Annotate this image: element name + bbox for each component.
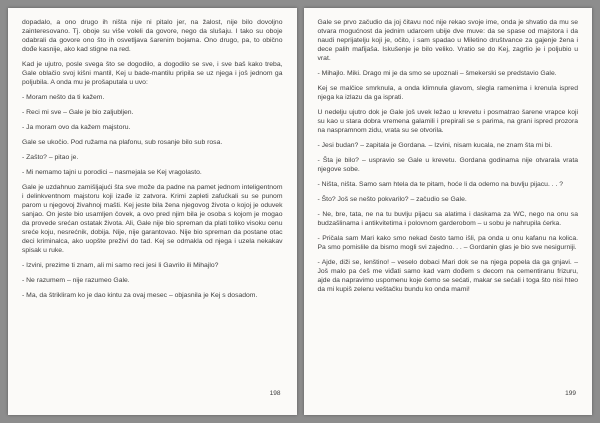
paragraph: - Mi nemamo tajni u porodici – nasmejala se Kej vragolasto.: [22, 169, 202, 176]
paragraph: - Jesi budan? – zapitala je Gordana. – Izvini, nisam kucala, ne znam šta mi bi.: [317, 142, 553, 149]
paragraph: - Šta je bilo? – uspravio se Gale u krevetu. Gordana godinama nije otvarala vrata njegove sobe.: [317, 157, 578, 173]
paragraph: U nedelju ujutro dok je Gale još uvek ležao u krevetu i posmatrao šarene vrapce koji su kao u stara dobra vremena galamili i prepirali se s parima, na grani ispred prozora na naspramnom zidu, vrata su se otvorila.: [317, 109, 578, 134]
page-right-number: 199: [565, 390, 576, 397]
page-left-text: [22, 18, 283, 300]
paragraph: Gale se prvo začudio da joj čitavu noć nije rekao svoje ime, onda je shvatio da mu se otvara mogućnost da jednim udarcem ubije dve muve: da se spase od majstora i da naudi neprijatelju koji je, očito, i sam spadao u Miletino društvance za gajenje žena i dece palih mafijaša. Iskušenje je bilo veliko. Vratio se do Kej, zagrlio je i poljubio u vrat.: [317, 19, 578, 62]
paragraph: dopadalo, a ono drugo ih ništa nije ni pitalo jer, na žalost, nije bilo dovoljno zainteresovano. Tj. oboje su više voleli da govore, nego da slušaju. I tako su oboje odabrali da govore ono što ih osvetljava šarenim bojama. Ono drugo, pa, to obično dođe kasnije, ako kad stigne na red.: [22, 19, 283, 53]
paragraph: - Izvini, prezime ti znam, ali mi samo reci jesi li Gavrilo ili Mihajlo?: [22, 262, 219, 269]
page-left: [8, 8, 297, 415]
page-right: [304, 8, 593, 415]
paragraph: Kad je ujutro, posle svega što se dogodilo, a dogodilo se sve, i sve baš kako treba, Gale oblačio svoj kišni mantil, Kej u bade-mantilu pripila se uz njega i još jednom ga poljubila. A onda mu je prošaputala u uvo:: [22, 61, 283, 86]
paragraph: - Moram nešto da ti kažem.: [22, 94, 105, 101]
paragraph: Gale se ukočio. Pod ružama na plafonu, sub rosanje bilo sub rosa.: [22, 139, 223, 146]
paragraph: - Zašto? – pitao je.: [22, 154, 79, 161]
paragraph: Gale je uzdahnuo zamišljajući šta sve može da padne na pamet jednom inteligentnom i delinkventnom majstoru koji izađe iz zatvora. Krimi zapleti zafućkali su se punom parom u njegovoj živahnoj mašti. Kej jeste bila žena njegovog života o kojoj je oduvek sanjao. On jeste bio usamljen čovek, a ovo pred njim bila je osoba s kojom je mogao da provede srećan ostatak života. Ali, Gale nije bio spreman da plati toliko visoku cenu sreće koju, nesrećnik, dobija. Nije, nije garantovao. Nije bio spreman da postane otac deci kriminalca, ako uopšte preživi do tad. Kej se odmakla od njega i uzela nekakav spisak u ruke.: [22, 184, 283, 254]
paragraph: - Što? Još se nešto pokvarilo? – začudio se Gale.: [317, 196, 467, 203]
paragraph: - Reci mi sve – Gale je bio zaljubljen.: [22, 109, 134, 116]
paragraph: Kej se malčice smrknula, a onda klimnula glavom, slegla ramenima i krenula ispred njega ka izlazu da ga isprati.: [317, 85, 578, 101]
paragraph: - Ništa, ništa. Samo sam htela da te pitam, hoće li da odemo na buvlju pijacu. . . ?: [317, 181, 564, 188]
paragraph: - Ja moram ovo da kažem majstoru.: [22, 124, 131, 131]
paragraph: - Ne, bre, tata, ne na tu buvlju pijacu sa alatima i daskama za WC, nego na onu sa budzašlinama i antikvitetima i polovnom garderobom – u sobu je nahrupila ćerka.: [317, 211, 578, 227]
paragraph: - Ma, da štrikliram ko je dao kintu za ovaj mesec – objasnila je Kej s dosadom.: [22, 292, 258, 299]
page-right-text: [318, 18, 579, 294]
page-left-number: 198: [269, 390, 281, 397]
paragraph: - Pričala sam Mari kako smo nekad često tamo išli, pa onda u onu kafanu na kolica. Pa smo pomislile da bismo mogli svi zajedno. . . – Gordanin glas je bio sve nesigurniji.: [317, 235, 578, 251]
paragraph: - Ajde, diži se, lenštino! – veselo dobaci Mari dok se na njega popela da ga gnjavi. – Još malo pa ćeš me viđati samo kad vam dođem s decom na cementiranu frizuru, ajde da napravimo uspomenu koje ćemo se sećati, makar se sećali i toga što nisi hteo da mi kupiš zelenu veštačku bundu ko onda mami!: [317, 259, 578, 293]
paragraph: - Ne razumem – nije razumeo Gale.: [22, 277, 130, 284]
paragraph: - Mihajlo. Miki. Drago mi je da smo se upoznali – šmekerski se predstavio Gale.: [317, 70, 557, 77]
